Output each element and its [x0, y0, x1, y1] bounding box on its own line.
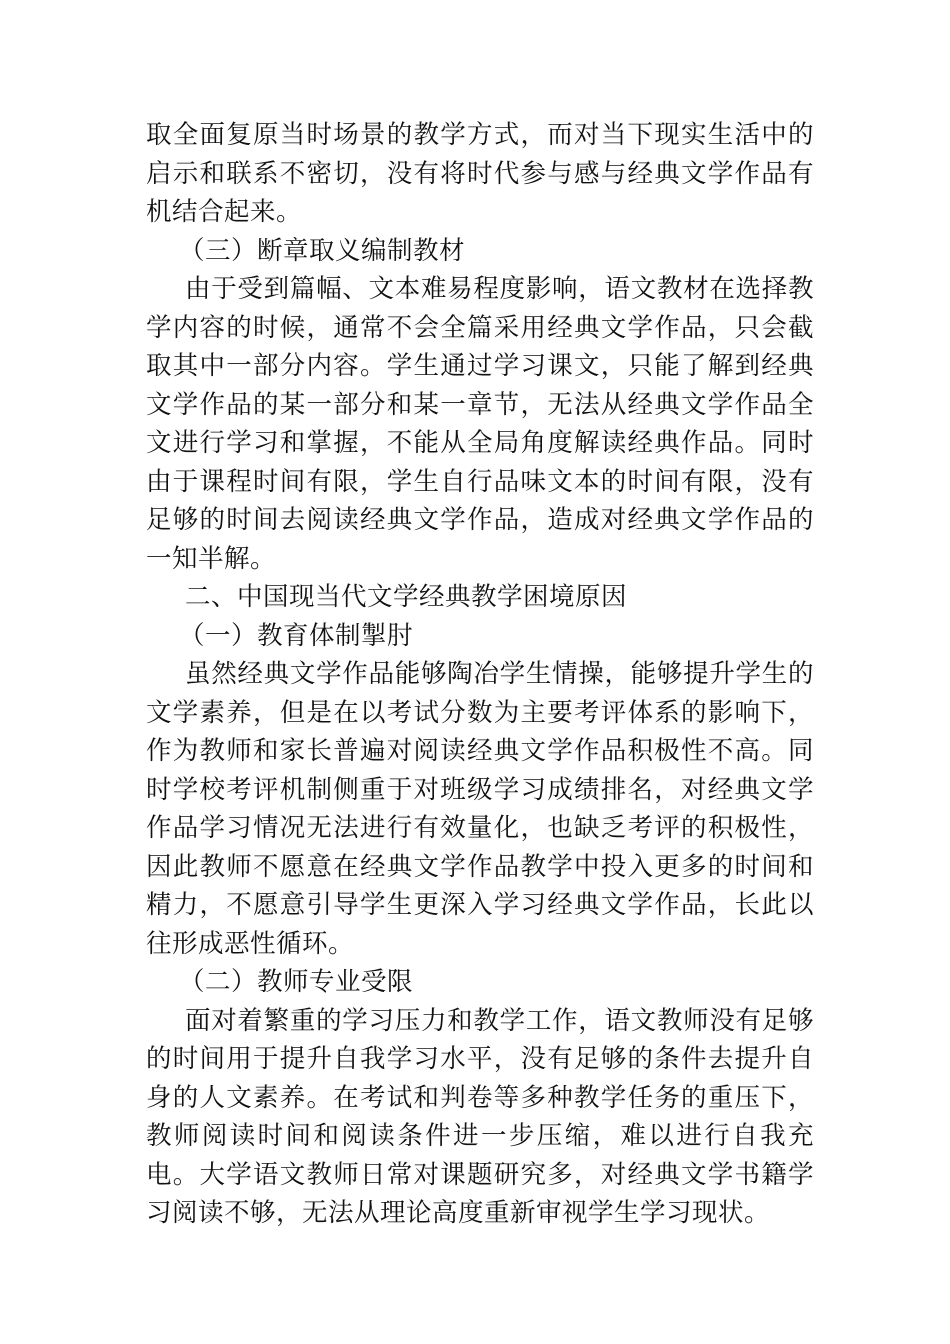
document-page [146, 116, 814, 1233]
paragraph-teacher-limits: 面对着繁重的学习压力和教学工作，语文教师没有足够的时间用于提升自我学习水平，没有足够的条件去提升自身的人文素养。在考试和判卷等多种教学任务的重压下，教师阅读时间和阅读条件进一步压缩，难以进行自我充电。大学语文教师日常对课题研究多，对经典文学书籍学习阅读不够，无法从理论高度重新审视学生学习现状。 [146, 1005, 814, 1228]
subheading-one: （一）教育体制掣肘 [179, 620, 414, 651]
paragraph-education-system: 虽然经典文学作品能够陶冶学生情操，能够提升学生的文学素养，但是在以考试分数为主要考评体系的影响下，作为教师和家长普遍对阅读经典文学作品积极性不高。同时学校考评机制侧重于对班级学习成绩排名，对经典文学作品学习情况无法进行有效量化，也缺乏考评的积极性，因此教师不愿意在经典文学作品教学中投入更多的时间和精力，不愿意引导学生更深入学习经典文学作品，长此以往形成恶性循环。 [146, 659, 814, 959]
paragraph-continuation: 取全面复原当时场景的教学方式，而对当下现实生活中的启示和联系不密切，没有将时代参与感与经典文学作品有机结合起来。 [146, 120, 814, 227]
paragraph-textbook: 由于受到篇幅、文本难易程度影响，语文教材在选择教学内容的时候，通常不会全篇采用经典文学作品，只会截取其中一部分内容。学生通过学习课文，只能了解到经典文学作品的某一部分和某一章节，无法从经典文学作品全文进行学习和掌握，不能从全局角度解读经典作品。同时由于课程时间有限，学生自行品味文本的时间有限，没有足够的时间去阅读经典文学作品，造成对经典文学作品的一知半解。 [146, 274, 814, 574]
subheading-three: （三）断章取义编制教材 [179, 235, 466, 266]
subheading-two: （二）教师专业受限 [179, 967, 414, 997]
section-heading-two: 二、中国现当代文学经典教学困境原因 [185, 582, 628, 612]
